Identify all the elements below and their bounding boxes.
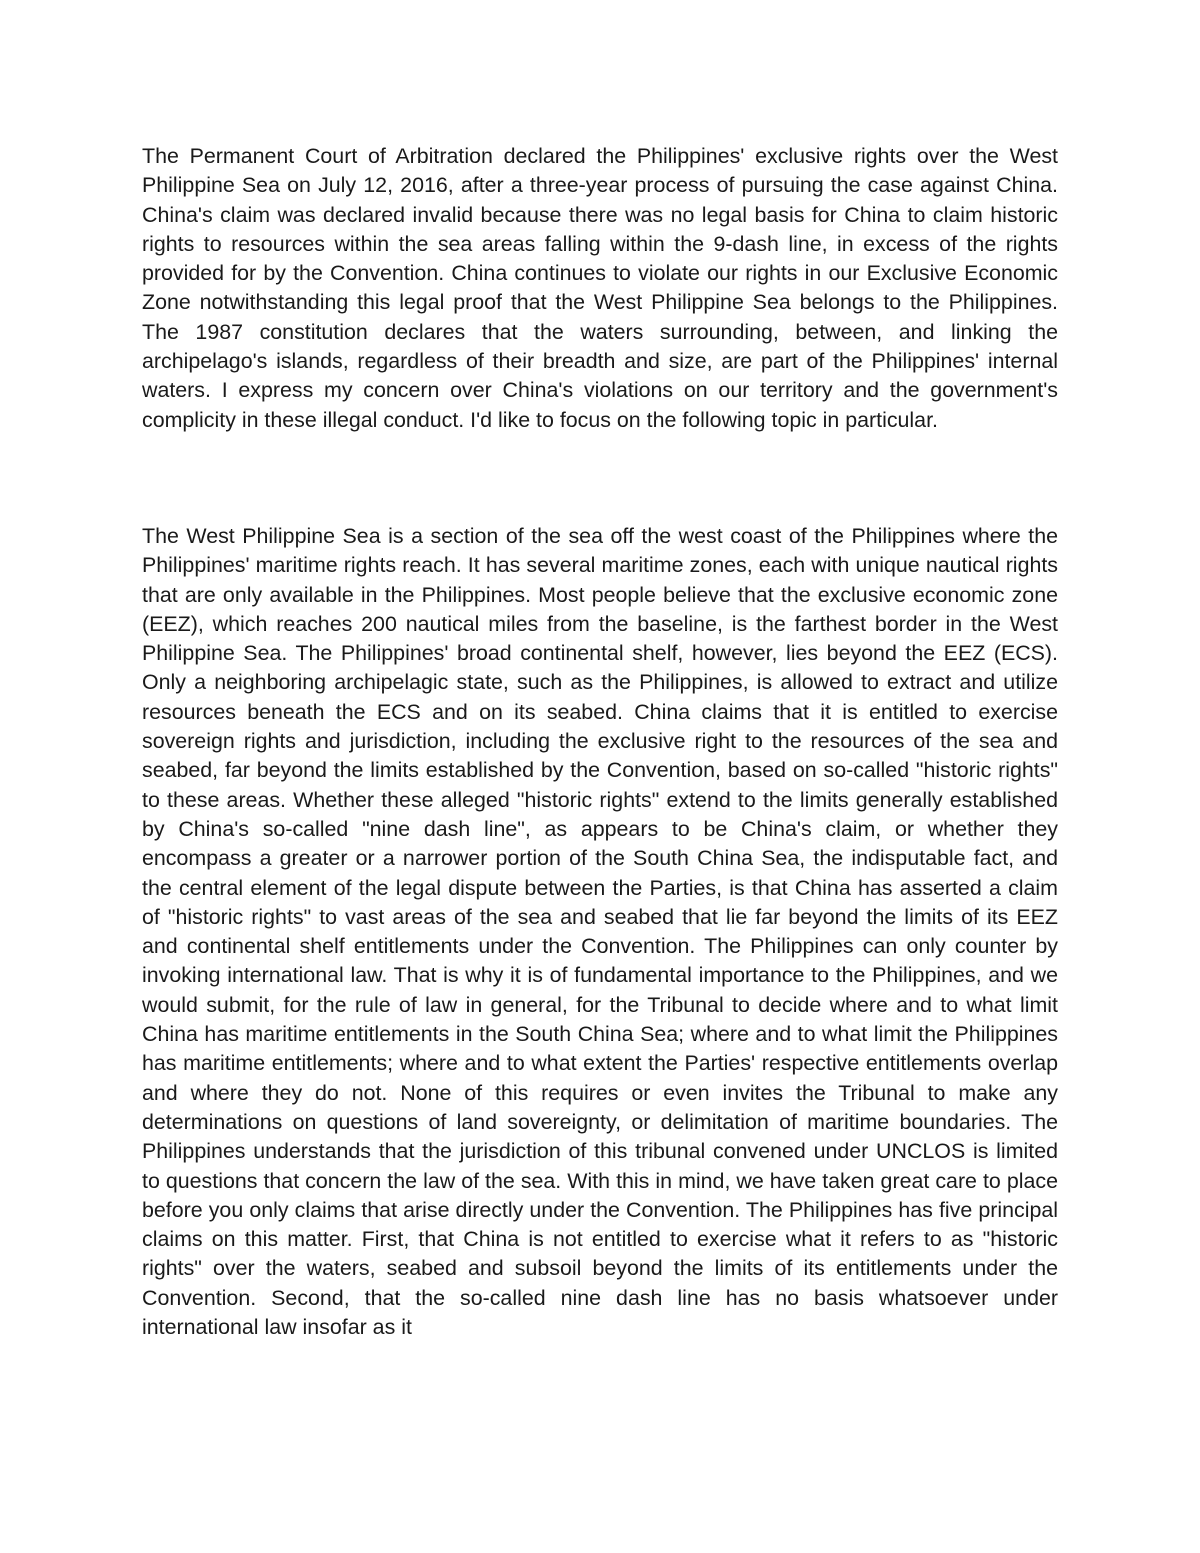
paragraph-arbitration-ruling: The Permanent Court of Arbitration declared the Philippines' exclusive rights over the West Philippine Sea on July 12, 2016, after a three-year process of pursuing the case against China. China's claim was declared invalid because there was no legal basis for China to claim historic rights to resources within the sea areas falling within the 9-dash line, in excess of the rights provided for by the Convention. China continues to violate our rights in our Exclusive Economic Zone notwithstanding this legal proof that the West Philippine Sea belongs to the Philippines. The 1987 constitution declares that the waters surrounding, between, and linking the archipelago's islands, regardless of their breadth and size, are part of the Philippines' internal waters. I express my concern over China's violations on our territory and the government's complicity in these illegal conduct. I'd like to focus on the following topic in particular.: [142, 144, 1058, 432]
paragraph-west-philippine-sea: The West Philippine Sea is a section of the sea off the west coast of the Philippines where the Philippines' maritime rights reach. It has several maritime zones, each with unique nautical rights that are only available in the Philippines. Most people believe that the exclusive economic zone (EEZ), which reaches 200 nautical miles from the baseline, is the farthest border in the West Philippine Sea. The Philippines' broad continental shelf, however, lies beyond the EEZ (ECS). Only a neighboring archipelagic state, such as the Philippines, is allowed to extract and utilize resources beneath the ECS and on its seabed. China claims that it is entitled to exercise sovereign rights and jurisdiction, including the exclusive right to the resources of the sea and seabed, far beyond the limits established by the Convention, based on so-called "historic rights" to these areas. Whether these alleged "historic rights" extend to the limits generally established by China's so-called "nine dash line", as appears to be China's claim, or whether they encompass a greater or a narrower portion of the South China Sea, the indisputable fact, and the central element of the legal dispute between the Parties, is that China has asserted a claim of "historic rights" to vast areas of the sea and seabed that lie far beyond the limits of its EEZ and continental shelf entitlements under the Convention. The Philippines can only counter by invoking international law. That is why it is of fundamental importance to the Philippines, and we would submit, for the rule of law in general, for the Tribunal to decide where and to what limit China has maritime entitlements in the South China Sea; where and to what limit the Philippines has maritime entitlements; where and to what extent the Parties' respective entitlements overlap and where they do not. None of this requires or even invites the Tribunal to make any determinations on questions of land sovereignty, or delimitation of maritime boundaries. The Philippines understands that the jurisdiction of this tribunal convened under UNCLOS is limited to questions that concern the law of the sea. With this in mind, we have taken great care to place before you only claims that arise directly under the Convention. The Philippines has five principal claims on this matter. First, that China is not entitled to exercise what it refers to as "historic rights" over the waters, seabed and subsoil beyond the limits of its entitlements under the Convention. Second, that the so-called nine dash line has no basis whatsoever under international law insofar as it: [142, 524, 1058, 1340]
